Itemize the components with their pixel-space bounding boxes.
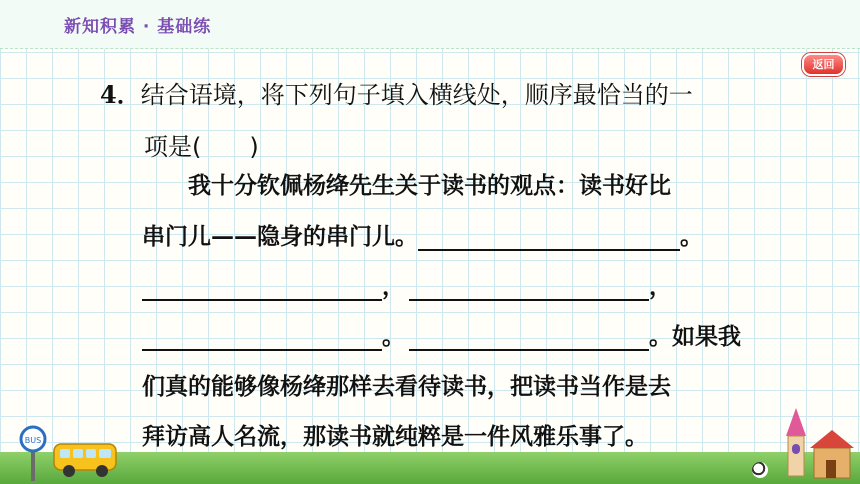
blank-1-punct: 。 xyxy=(680,223,703,250)
passage-line-2-text: 串门儿——隐身的串门儿。 xyxy=(142,223,418,250)
passage-line-6: 拜访高人名流，那读书就纯粹是一件风雅乐事了。 xyxy=(142,423,648,450)
passage-line-4 xyxy=(142,318,741,351)
blank-5 xyxy=(409,327,649,351)
question-stem xyxy=(100,69,760,173)
bus-stop-sign-icon xyxy=(18,425,48,481)
back-button[interactable]: 返回 xyxy=(802,53,845,76)
passage-line-5: 们真的能够像杨绛那样去看待读书，把读书当作是去 xyxy=(142,373,671,400)
question-stem-line2: 项是( ) xyxy=(144,133,259,161)
question-number: 4． xyxy=(100,80,141,109)
blank-3-punct: ， xyxy=(649,273,672,300)
blank-2-punct: ， xyxy=(382,273,405,300)
header-bar xyxy=(0,0,860,49)
blank-1 xyxy=(418,227,680,251)
passage-line-3 xyxy=(142,268,672,301)
stem-text-1: 结合语境，将下列句子填入横线处，顺序最恰当的一 xyxy=(140,81,693,109)
passage-line-2 xyxy=(142,218,703,251)
blank-2 xyxy=(142,277,382,301)
passage-line-4-tail: 。如果我 xyxy=(649,323,741,350)
soccer-ball-icon xyxy=(752,462,768,478)
question-stem-line1 xyxy=(100,69,760,121)
blank-4-punct: 。 xyxy=(382,323,405,350)
blank-3 xyxy=(409,277,649,301)
passage-line-1: 我十分钦佩杨绛先生关于读书的观点：读书好比 xyxy=(188,172,671,199)
section-title: 新知积累 · 基础练 xyxy=(64,17,212,37)
school-bus-icon xyxy=(52,440,120,480)
blank-4 xyxy=(142,327,382,351)
svg-text:BUS: BUS xyxy=(24,436,42,445)
castle-tower-icon xyxy=(770,408,856,484)
grass-ground xyxy=(0,452,860,484)
